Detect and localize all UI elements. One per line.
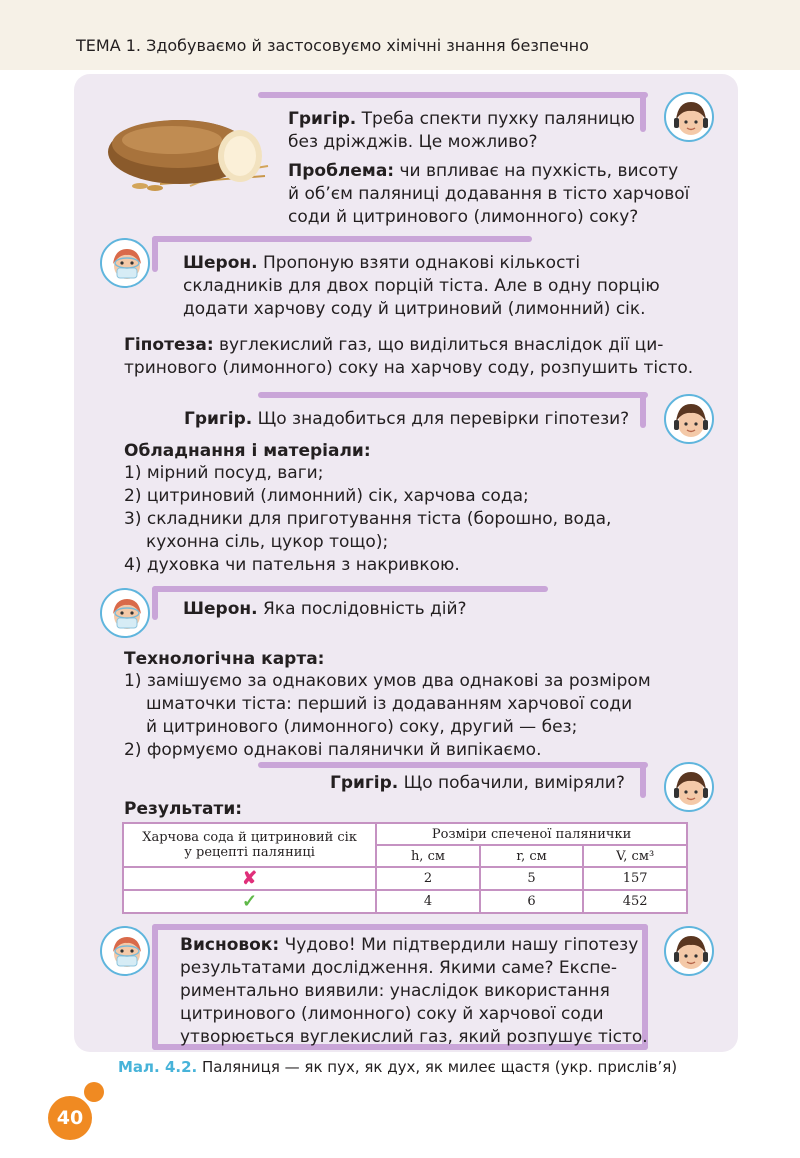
conclusion-line xyxy=(180,934,638,957)
techmap-item: 2) формуємо однакові палянички й випікаємо. xyxy=(124,740,542,760)
results-heading: Результати: xyxy=(124,799,243,819)
table-cell-v: 157 xyxy=(583,867,687,890)
table-header-h: h, см xyxy=(376,845,480,867)
table-cell-r: 5 xyxy=(480,867,584,890)
dialog-text: Яка послідовність дій? xyxy=(263,599,467,619)
dialog-line xyxy=(183,252,580,275)
conclusion-line: цитринового (лимонного) соку й харчової соди xyxy=(180,1004,604,1024)
table-header-line: у рецепті паляниці xyxy=(184,845,315,860)
speaker-name: Григір. xyxy=(330,773,399,793)
dialog-line xyxy=(183,598,467,621)
equipment-item: кухонна сіль, цукор тощо); xyxy=(146,532,389,552)
table-row xyxy=(123,867,687,890)
girl-avatar-icon xyxy=(100,588,150,638)
figure-label: Мал. 4.2. xyxy=(118,1058,198,1076)
speech-bubble-tail xyxy=(640,762,646,798)
equipment-heading: Обладнання і матеріали: xyxy=(124,441,371,461)
dialog-text: Треба спекти пухку паляницю xyxy=(361,109,635,129)
speaker-name: Григір. xyxy=(184,409,253,429)
dialog-text: Що знадобиться для перевірки гіпотези? xyxy=(257,409,630,429)
conclusion-line: утворюється вуглекислий газ, який розпушує тісто. xyxy=(180,1027,648,1047)
equipment-item: 2) цитриновий (лимонний) сік, харчова сода; xyxy=(124,486,529,506)
table-cell-h: 4 xyxy=(376,890,480,913)
problem-text: чи впливає на пухкість, висоту xyxy=(399,161,679,181)
techmap-heading: Технологічна карта: xyxy=(124,649,325,669)
dialog-text: Що побачили, виміряли? xyxy=(403,773,625,793)
table-header-v: V, см³ xyxy=(583,845,687,867)
boy-avatar-icon xyxy=(664,762,714,812)
conclusion-line: результатами дослідження. Якими саме? Експе- xyxy=(180,958,617,978)
speech-bubble-border xyxy=(152,924,648,930)
table-header-group: Розміри спеченої палянички xyxy=(376,823,687,845)
speech-bubble-border xyxy=(258,762,648,768)
hypothesis-line: тринового (лимонного) соку на харчову соду, розпушить тісто. xyxy=(124,358,694,378)
table-header-recipe xyxy=(123,823,376,867)
conclusion-text: Чудово! Ми підтвердили нашу гіпотезу xyxy=(284,935,639,955)
problem-label: Проблема: xyxy=(288,161,395,181)
table-header-line: Харчова сода й цитриновий сік xyxy=(142,830,357,845)
hypothesis-text: вуглекислий газ, що виділиться внаслідок дії ци- xyxy=(219,335,664,355)
speaker-name: Шерон. xyxy=(183,253,258,273)
speech-bubble-tail xyxy=(640,92,646,132)
bread-illustration xyxy=(100,104,270,194)
boy-avatar-icon xyxy=(664,92,714,142)
figure-caption xyxy=(118,1058,677,1076)
dialog-line: додати харчову соду й цитриновий (лимонний) сік. xyxy=(183,299,646,319)
table-header-r: r, см xyxy=(480,845,584,867)
table-cell-h: 2 xyxy=(376,867,480,890)
boy-avatar-icon xyxy=(664,394,714,444)
problem-line xyxy=(288,160,678,183)
speech-bubble-border xyxy=(152,236,532,242)
table-cell-r: 6 xyxy=(480,890,584,913)
techmap-item: 1) замішуємо за однакових умов два однакові за розміром xyxy=(124,671,651,691)
dialog-line: складників для двох порцій тіста. Але в одну порцію xyxy=(183,276,660,296)
speech-bubble-border xyxy=(152,586,548,592)
speech-bubble-tail xyxy=(640,392,646,428)
dialog-line xyxy=(288,108,635,131)
speech-bubble-border xyxy=(258,92,648,98)
techmap-item: шматочки тіста: перший із додаванням харчової соди xyxy=(146,694,633,714)
page-header xyxy=(0,0,800,70)
dialog-line xyxy=(184,408,629,431)
speaker-name: Шерон. xyxy=(183,599,258,619)
conclusion-line: риментально виявили: унаслідок використання xyxy=(180,981,610,1001)
girl-avatar-icon xyxy=(100,926,150,976)
table-cell-v: 452 xyxy=(583,890,687,913)
dialog-text: Пропоную взяти однакові кількості xyxy=(263,253,581,273)
dialog-line: без дріжджів. Це можливо? xyxy=(288,132,538,152)
dialog-line xyxy=(330,772,625,795)
equipment-item: 4) духовка чи пательня з накривкою. xyxy=(124,555,460,575)
page-number-decoration xyxy=(84,1082,104,1102)
page-number: 40 xyxy=(48,1096,92,1140)
speech-bubble-border xyxy=(152,924,158,1050)
check-icon: ✓ xyxy=(123,890,376,913)
problem-line: соди й цитринового (лимонного) соку? xyxy=(288,207,639,227)
hypothesis-line xyxy=(124,334,663,357)
hypothesis-label: Гіпотеза: xyxy=(124,335,214,355)
boy-avatar-icon xyxy=(664,926,714,976)
cross-icon: ✘ xyxy=(123,867,376,890)
speech-bubble-border xyxy=(258,392,648,398)
techmap-item: й цитринового (лимонного) соку, другий — без; xyxy=(146,717,578,737)
equipment-item: 3) складники для приготування тіста (борошно, вода, xyxy=(124,509,612,529)
figure-caption-text: Паляниця — як пух, як дух, як милеє щастя (укр. прислів’я) xyxy=(202,1058,678,1076)
chapter-title: ТЕМА 1. Здобуваємо й застосовуємо хімічні знання безпечно xyxy=(76,36,589,55)
speaker-name: Григір. xyxy=(288,109,357,129)
conclusion-label: Висновок: xyxy=(180,935,280,955)
equipment-item: 1) мірний посуд, ваги; xyxy=(124,463,324,483)
results-table xyxy=(122,822,688,914)
girl-avatar-icon xyxy=(100,238,150,288)
problem-line: й об’єм паляниці додавання в тісто харчової xyxy=(288,184,690,204)
table-row xyxy=(123,890,687,913)
